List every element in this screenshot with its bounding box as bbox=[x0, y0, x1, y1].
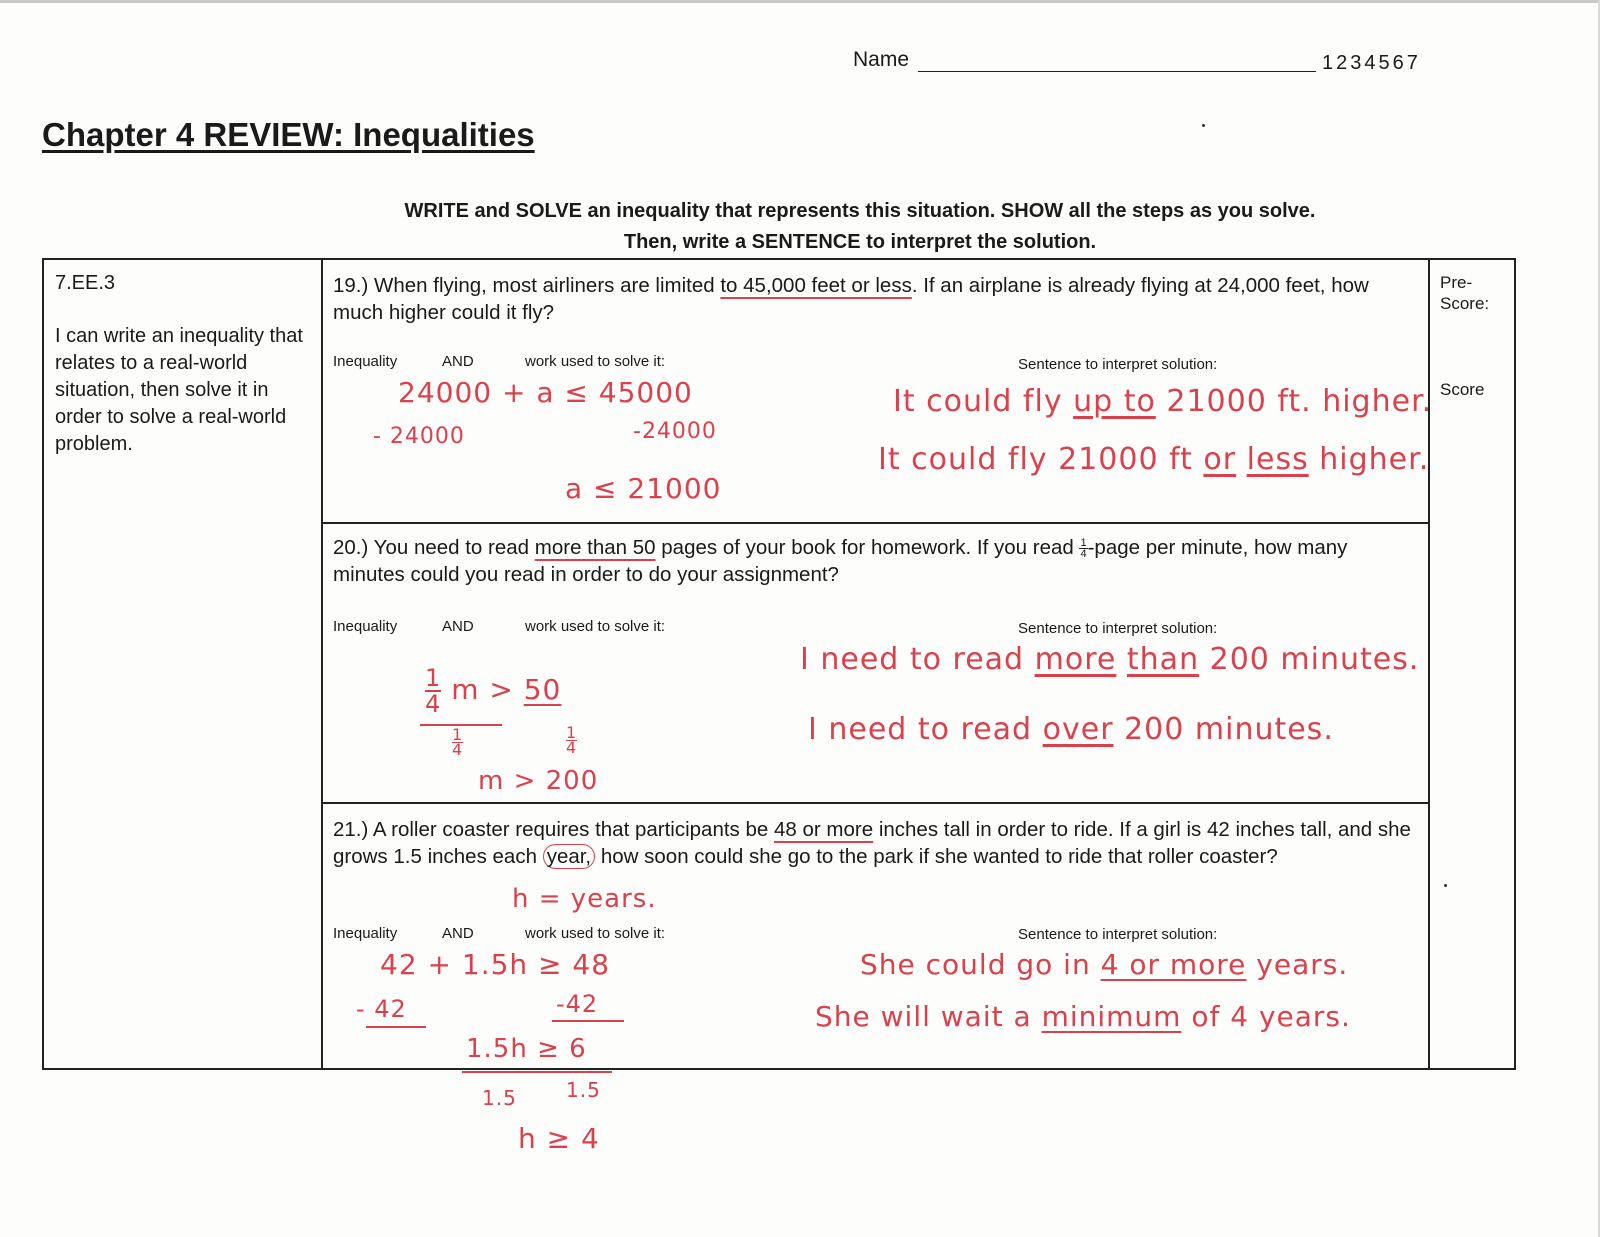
q21-rule-left bbox=[366, 1026, 426, 1028]
q19-sentence-2 bbox=[878, 442, 1429, 477]
stray-mark bbox=[1444, 884, 1447, 887]
q20-divisor-left bbox=[452, 725, 464, 759]
q20-fraction bbox=[1079, 538, 1087, 559]
q19-underlined-phrase: to 45,000 feet or less bbox=[720, 274, 912, 297]
question-21-text bbox=[333, 816, 1413, 870]
q21-division-bar bbox=[462, 1071, 612, 1073]
q19-s2-part: higher. bbox=[1308, 442, 1430, 477]
question-20-text bbox=[333, 534, 1413, 588]
q21-work-line-2-left: - 42 bbox=[356, 995, 407, 1023]
q21-work-line-3: 1.5h ≥ 6 bbox=[466, 1034, 587, 1064]
q20-s1-underlined: than bbox=[1126, 642, 1200, 677]
q20-s1-underlined: more bbox=[1034, 642, 1117, 677]
q21-work-line-4-left: 1.5 bbox=[482, 1086, 517, 1110]
q21-variable-definition: h = years. bbox=[512, 884, 657, 914]
q21-work-label: work used to solve it: bbox=[525, 925, 666, 942]
q20-and-label: AND bbox=[442, 618, 474, 635]
standard-cell bbox=[55, 270, 310, 458]
q20-text-part: pages of your book for homework. If you read bbox=[655, 536, 1080, 559]
q21-sentence-1 bbox=[860, 948, 1348, 981]
q20-text-part: 20.) You need to read bbox=[333, 536, 535, 559]
q20-s1-part bbox=[1116, 642, 1127, 677]
standard-description: I can write an inequality that relates to a real-world situation, then solve it in order to solve a real-world problem. bbox=[55, 325, 303, 455]
q20-work-result: m > 200 bbox=[478, 766, 599, 796]
q20-divisor-right-den: 4 bbox=[566, 738, 578, 757]
q21-work-line-4-right: 1.5 bbox=[566, 1078, 601, 1102]
q19-s1-part: It could fly bbox=[893, 384, 1074, 419]
q21-work-line-2-right: -42 bbox=[556, 990, 599, 1018]
q20-fraction-denominator: 4 bbox=[1080, 548, 1087, 561]
class-periods: 1234567 bbox=[1322, 52, 1421, 74]
q21-inequality-label: Inequality bbox=[333, 925, 398, 942]
row-divider-2 bbox=[321, 802, 1428, 804]
q20-text-part: -page per minute, how many minutes could you read in order to do your assignment? bbox=[333, 536, 1348, 586]
q21-s2-part: of 4 years. bbox=[1181, 1000, 1351, 1033]
q19-text-part: 19.) When flying, most airliners are limited bbox=[333, 274, 721, 297]
q20-work-frac bbox=[425, 666, 441, 716]
q21-and-label: AND bbox=[442, 925, 474, 942]
q20-work-frac-num: 1 bbox=[425, 664, 442, 692]
instructions-line-1: WRITE and SOLVE an inequality that represents this situation. SHOW all the steps as you solve. bbox=[404, 200, 1316, 222]
page-title: Chapter 4 REVIEW: Inequalities bbox=[42, 116, 535, 153]
q21-circled-word: year, bbox=[543, 844, 595, 869]
q19-s2-underlined: or bbox=[1203, 442, 1237, 477]
q20-sentence-1 bbox=[800, 642, 1419, 677]
q19-s1-underlined: up to bbox=[1073, 384, 1156, 419]
q19-work-label: work used to solve it: bbox=[525, 353, 666, 370]
q20-s2-part: I need to read bbox=[808, 712, 1043, 747]
q19-sentence-label: Sentence to interpret solution: bbox=[1018, 356, 1218, 373]
scan-edge-top bbox=[0, 0, 1600, 3]
q20-s1-part: I need to read bbox=[800, 642, 1035, 677]
q21-sentence-2 bbox=[815, 1000, 1351, 1033]
q21-underlined-phrase: 48 or more bbox=[773, 818, 874, 841]
q20-work-label: work used to solve it: bbox=[525, 618, 666, 635]
q21-text-part: 21.) A roller coaster requires that participants be bbox=[333, 818, 774, 841]
q19-and-label: AND bbox=[442, 353, 474, 370]
q21-s1-part: years. bbox=[1246, 948, 1349, 981]
q20-sentence-2 bbox=[808, 712, 1334, 747]
q20-divisor-right-num: 1 bbox=[566, 723, 578, 742]
q19-s1-part: 21000 ft. higher. bbox=[1155, 384, 1433, 419]
name-label: Name bbox=[853, 48, 910, 71]
q19-work-line-2-left: - 24000 bbox=[373, 424, 465, 449]
name-line[interactable] bbox=[918, 71, 1316, 72]
q19-work-line-3: a ≤ 21000 bbox=[565, 472, 722, 505]
q21-text-part: inches tall in order to ride. If a girl is 42 inches tall, and she grows 1.5 inches each bbox=[333, 818, 1411, 868]
q19-inequality-label: Inequality bbox=[333, 353, 398, 370]
q20-work-rhs: 50 bbox=[523, 673, 562, 706]
instructions-line-2: Then, write a SENTENCE to interpret the solution. bbox=[623, 231, 1097, 253]
q21-s1-part: She could go in bbox=[860, 948, 1101, 981]
q21-text-part: how soon could she go to the park if she wanted to ride that roller coaster? bbox=[595, 845, 1278, 868]
q20-work-frac-den: 4 bbox=[425, 690, 442, 718]
q19-text-part: . If an airplane is already flying at 24,000 feet, how much higher could it fly? bbox=[333, 274, 1369, 324]
q21-sentence-label: Sentence to interpret solution: bbox=[1018, 926, 1218, 943]
q20-work-line-1 bbox=[425, 666, 561, 716]
q20-s2-part: 200 minutes. bbox=[1113, 712, 1334, 747]
q21-work-line-1: 42 + 1.5h ≥ 48 bbox=[380, 948, 611, 981]
q19-s2-part: It could fly 21000 ft bbox=[878, 442, 1204, 477]
column-divider-right bbox=[1428, 258, 1430, 1070]
q20-inequality-label: Inequality bbox=[333, 618, 398, 635]
prescore-label bbox=[1440, 272, 1489, 314]
q20-underlined-phrase: more than 50 bbox=[534, 536, 656, 559]
question-19-text bbox=[333, 272, 1413, 326]
q21-rule-right bbox=[552, 1020, 624, 1022]
q20-fraction-numerator: 1 bbox=[1080, 537, 1087, 550]
q20-divisor-left-num: 1 bbox=[452, 725, 464, 744]
q20-sentence-label: Sentence to interpret solution: bbox=[1018, 620, 1218, 637]
q20-work-var: m > bbox=[451, 673, 524, 706]
q20-divisor-left-den: 4 bbox=[452, 740, 464, 759]
q19-work-line-1: 24000 + a ≤ 45000 bbox=[398, 376, 693, 409]
q20-s1-part: 200 minutes. bbox=[1199, 642, 1420, 677]
q19-sentence-1 bbox=[893, 384, 1432, 419]
column-divider-left bbox=[321, 258, 323, 1070]
q21-s2-underlined: minimum bbox=[1041, 1000, 1182, 1033]
stray-mark bbox=[1202, 124, 1205, 127]
standard-code: 7.EE.3 bbox=[55, 272, 116, 294]
q19-s2-part bbox=[1236, 442, 1247, 477]
row-divider-1 bbox=[321, 522, 1428, 524]
q20-s2-underlined: over bbox=[1042, 712, 1114, 747]
q19-work-line-2-right: -24000 bbox=[633, 419, 717, 444]
score-label: Score bbox=[1440, 380, 1485, 399]
q21-s1-underlined: 4 or more bbox=[1100, 948, 1247, 981]
instructions bbox=[350, 196, 1370, 258]
q21-work-result: h ≥ 4 bbox=[518, 1122, 600, 1155]
q19-s2-underlined: less bbox=[1246, 442, 1309, 477]
prescore-label-line-2: Score: bbox=[1440, 294, 1490, 313]
prescore-label-line-1: Pre- bbox=[1440, 273, 1473, 292]
q20-divisor-right bbox=[566, 723, 578, 757]
q21-s2-part: She will wait a bbox=[815, 1000, 1042, 1033]
